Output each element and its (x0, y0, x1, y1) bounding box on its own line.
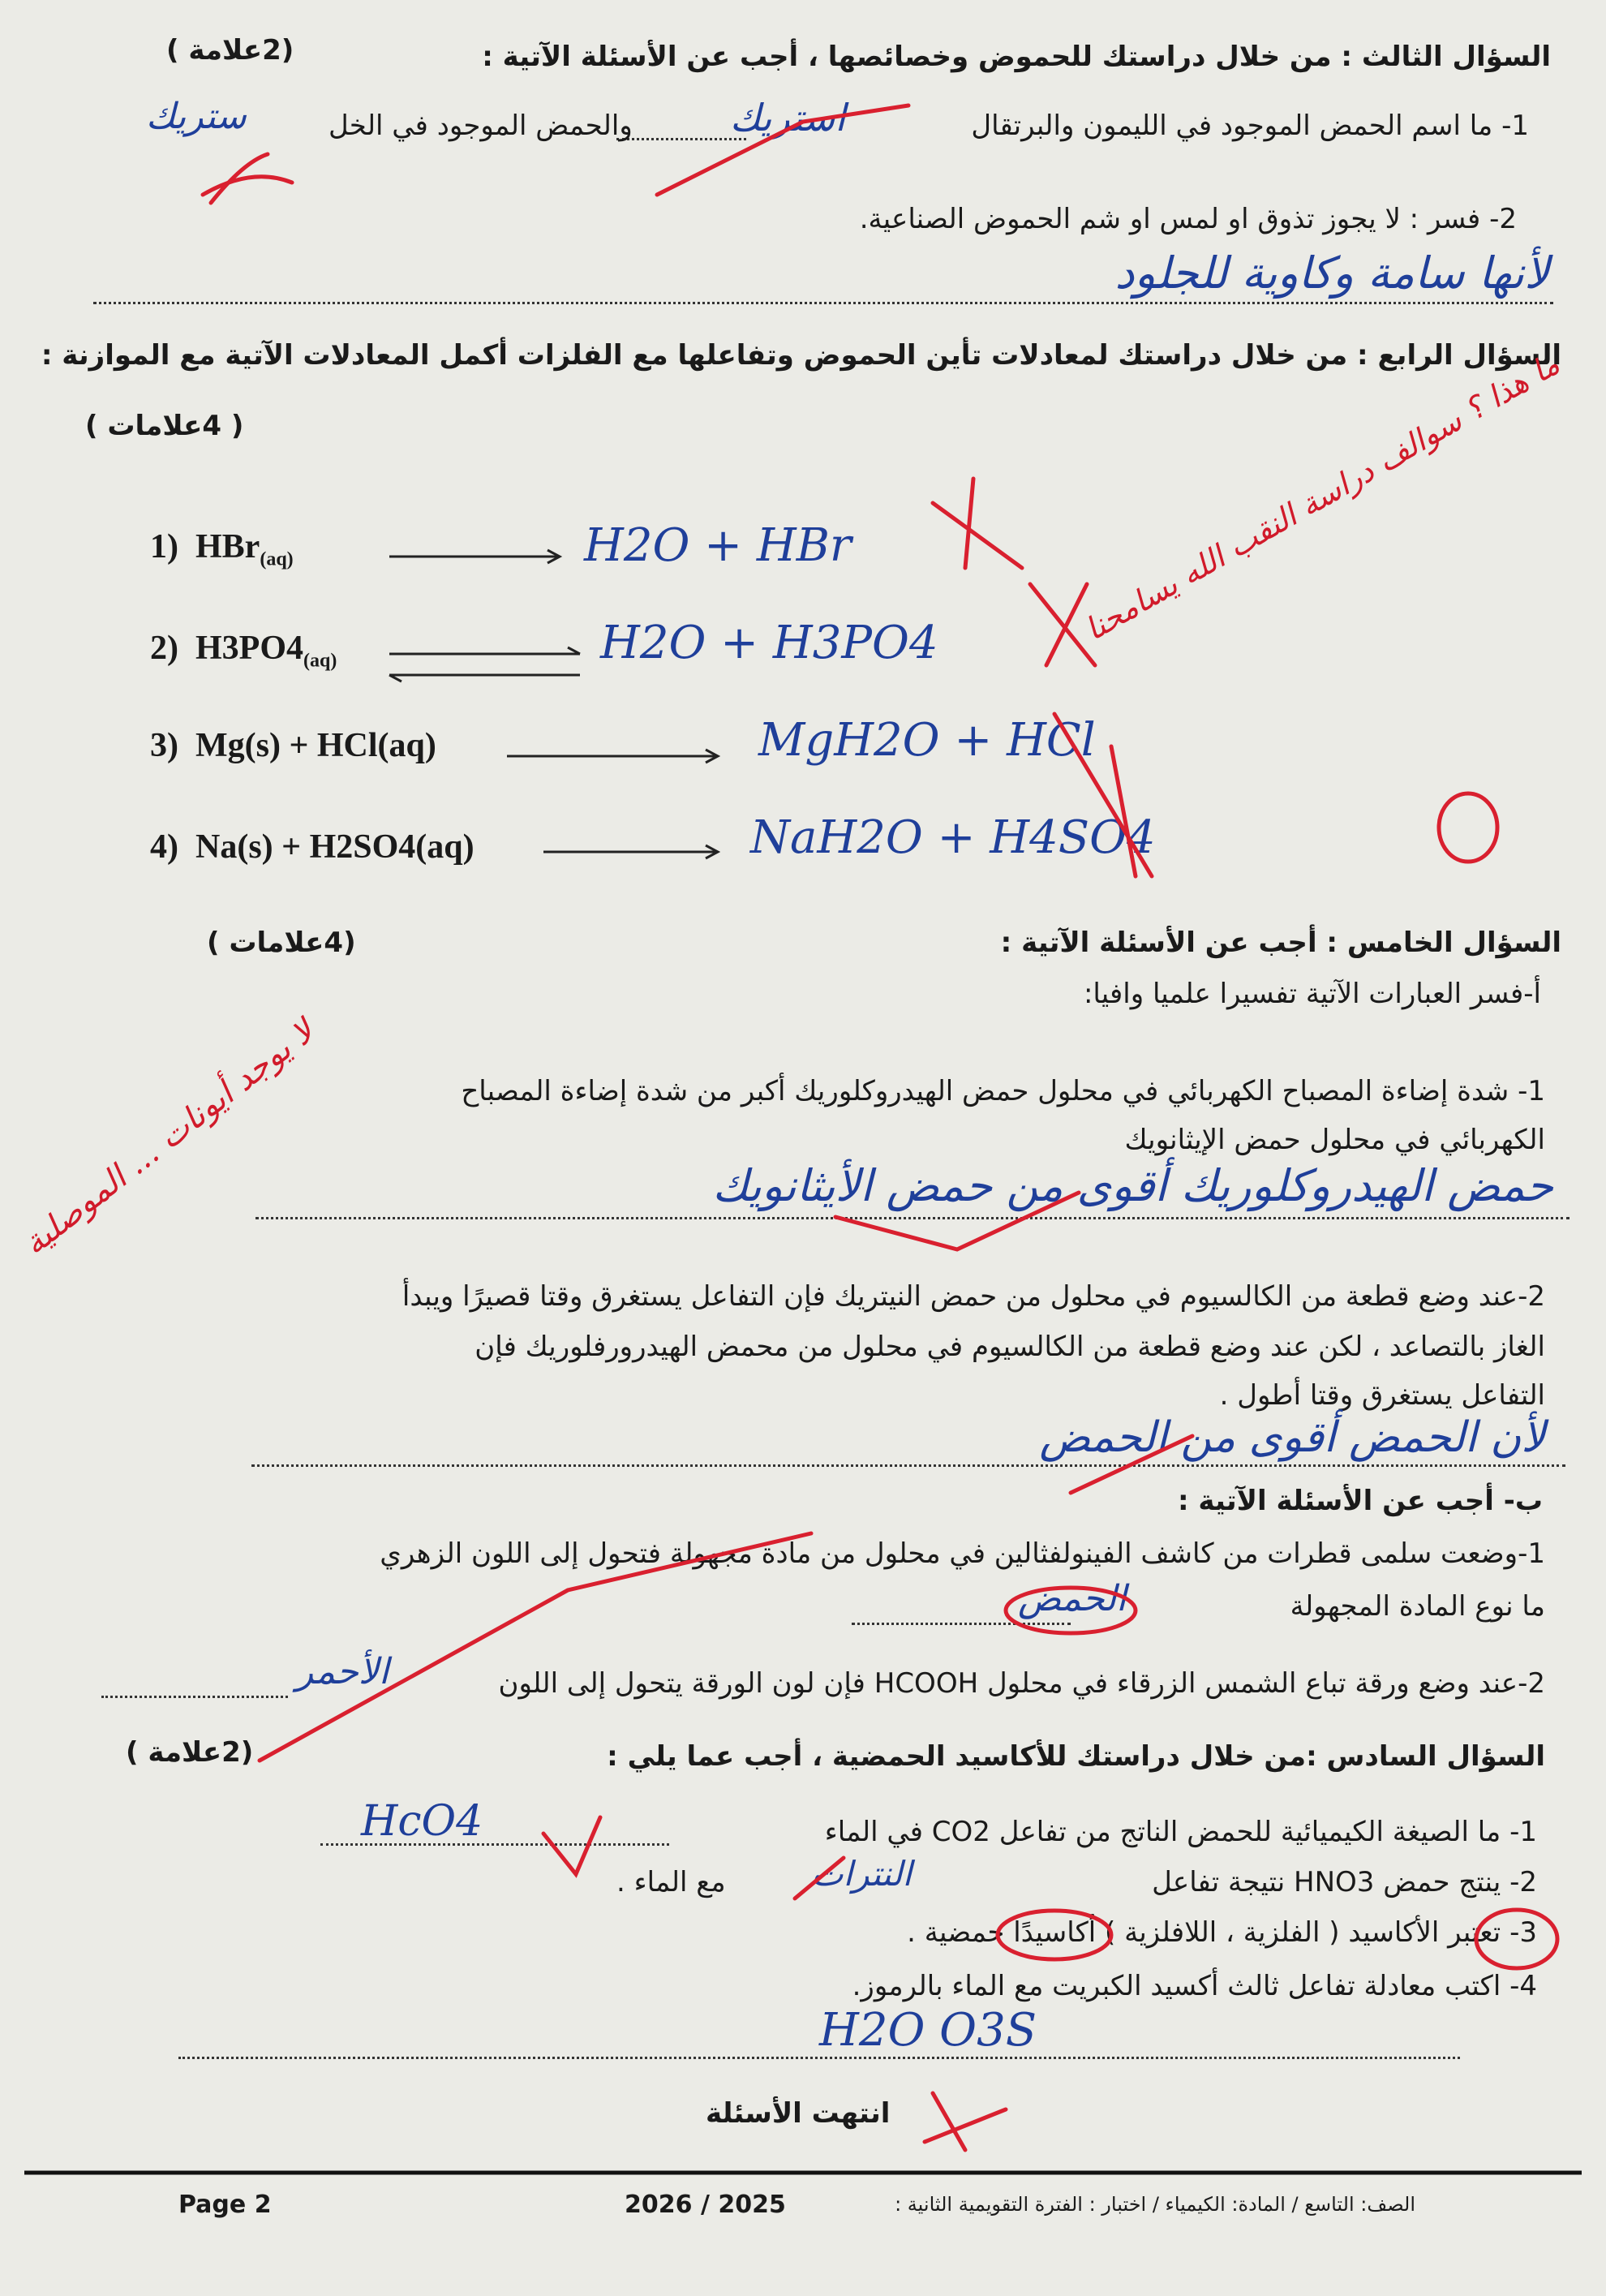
eq2-formula: H3PO4 (195, 630, 303, 667)
eq2-answer: H2O + H3PO4 (600, 617, 938, 669)
x-mark-q6-1 (543, 1817, 600, 1874)
circle-q6-laflz (998, 1911, 1111, 1959)
q6-i2: 2- ينتج حمض HNO3 نتيجة تفاعل (1152, 1866, 1537, 1898)
q5-title: السؤال الخامس : أجب عن الأسئلة الآتية : (1000, 927, 1561, 959)
eq3-num: 3) (150, 727, 178, 764)
q6-i2-tail: مع الماء . (616, 1866, 726, 1898)
eq3-formula: Mg(s) + HCl(aq) (195, 727, 436, 764)
q5-a2-line2: الغاز بالتصاعد ، لكن عند وضع قطعة من الكالسيوم في محلول من محمض الهيدرورفلوريك فإن (474, 1331, 1545, 1363)
q6-marks: (2علامة ) (126, 1736, 254, 1769)
q5-a2-line1: 2-عند وضع قطعة من الكالسيوم في محلول من حمض النيتريك فإن التفاعل يستغرق وقتا قصيرًا ويبدأ (402, 1280, 1545, 1313)
q5-a2-line3: التفاعل يستغرق وقتا أطول . (1219, 1379, 1545, 1412)
q5-a1-line1: 1- شدة إضاءة المصباح الكهربائي في محلول حمض الهيدروكلوريك أكبر من شدة إضاءة المصباح (461, 1075, 1545, 1107)
x-mark-end (925, 2093, 1006, 2150)
x-mark-q3 (203, 154, 292, 203)
eq1-answer: H2O + HBr (584, 519, 852, 572)
eq4-num: 4) (150, 828, 178, 866)
check-q3 (657, 105, 908, 195)
eq4-formula: Na(s) + H2SO4(aq) (195, 828, 474, 866)
q4-marks: ( 4علامات ) (85, 410, 244, 442)
q4-title: السؤال الرابع : من خلال دراستك لمعادلات تأين الحموض وتفاعلها مع الفلزات أكمل المعادلات الآتية مع الموازنة : (41, 339, 1561, 372)
eq1-num: 1) (150, 528, 178, 565)
eq1-formula: HBr (195, 528, 260, 565)
q6-end: انتهت الأسئلة (706, 2097, 891, 2130)
q3-item2-question: 2- فسر : لا يجوز تذوق او لمس او شم الحموض الصناعية. (859, 203, 1517, 235)
q5-b1-answer: الحمض (1018, 1578, 1127, 1619)
q5-a1-line2: الكهربائي في محلول حمض الإيثانويك (1124, 1124, 1545, 1156)
circle-q5-b1 (1006, 1588, 1136, 1633)
q6-i4: 4- اكتب معادلة تفاعل ثالث أكسيد الكبريت مع الماء بالرموز. (852, 1970, 1537, 2002)
footer-info: الصف: التاسع / المادة: الكيمياء / اختبار : الفترة التقويمية الثانية : (895, 2193, 1415, 2216)
circle-q6-3 (1476, 1910, 1557, 1968)
q6-i3: 3- تعتبر الأكاسيد ( الفلزية ، اللافلزية ) أكاسيدًا حمضية . (907, 1916, 1537, 1949)
check-a2 (1071, 1436, 1192, 1493)
eq1-state: (aq) (260, 548, 294, 570)
q3-item1-second: والحمض الموجود في الخل (328, 110, 633, 142)
x-mark-q6-2 (795, 1858, 844, 1898)
x-mark-eq1 (933, 479, 1022, 568)
check-a1 (835, 1193, 1079, 1249)
eq2-state: (aq) (303, 650, 337, 672)
eq2-num: 2) (150, 630, 178, 667)
q4-teacher-note: ما هذا ؟ سوالف دراسة النقب الله يسامحنا (1079, 346, 1565, 648)
q3-title: السؤال الثالث : من خلال دراستك للحموض وخصائصها ، أجب عن الأسئلة الآتية : (482, 41, 1551, 73)
q6-i4-answer: H2O O3S (819, 2004, 1037, 2057)
q3-answer1-b: ستريك (146, 96, 247, 137)
q5-part-a: أ-فسر العبارات الآتية تفسيرا علميا وافيا: (1083, 978, 1541, 1010)
strike-b1-b2 (260, 1533, 811, 1761)
q6-title: السؤال السادس :من خلال دراستك للأكاسيد الحمضية ، أجب عما يلي : (607, 1740, 1545, 1773)
eq4-answer: NaH2O + H4SO4 (750, 811, 1156, 864)
q5-a1-answer: حمض الهيدروكلوريك أقوى من حمض الأيثانويك (712, 1160, 1553, 1211)
q5-b2-answer: الأحمر (296, 1651, 389, 1692)
q5-a2-answer: لأن الحمض أقوى من الحمض (1039, 1413, 1545, 1462)
circle-note (1439, 793, 1497, 862)
q6-i1-answer: HcO4 (361, 1797, 483, 1846)
q5-part-b: ب- أجب عن الأسئلة الآتية : (1177, 1485, 1543, 1517)
q3-marks: (2علامة ) (166, 34, 294, 67)
q3-answer1-a: استريك (730, 96, 846, 140)
q5-b1-line1: 1-وضعت سلمى قطرات من كاشف الفينولفثالين في محلول من مادة مجهولة فتحول إلى اللون الزهري (380, 1537, 1545, 1570)
q3-answer2: لأنها سامة وكاوية للجلود (1114, 247, 1549, 299)
q6-i2-answer: النترات (811, 1854, 912, 1894)
eq3-answer: MgH2O + HCl (758, 714, 1096, 767)
q5-marks: (4علامات ) (207, 927, 356, 959)
footer-year: 2026 / 2025 (625, 2191, 786, 2219)
x-mark-eq2 (1030, 584, 1095, 665)
footer-page: Page 2 (178, 2191, 272, 2219)
q5-side-note: لا يوجد أيونات ... الموصلية (16, 1013, 321, 1263)
q5-b1-line2: ما نوع المادة المجهولة (1290, 1590, 1545, 1623)
q3-item1-question: 1- ما اسم الحمض الموجود في الليمون والبرتقال (971, 110, 1529, 142)
q6-i1: 1- ما الصيغة الكيميائية للحمض الناتج من تفاعل CO2 في الماء (824, 1816, 1537, 1848)
x-mark-eq4 (1054, 714, 1152, 876)
q5-b2: 2-عند وضع ورقة تباع الشمس الزرقاء في محلول HCOOH فإن لون الورقة يتحول إلى اللون (498, 1667, 1545, 1700)
